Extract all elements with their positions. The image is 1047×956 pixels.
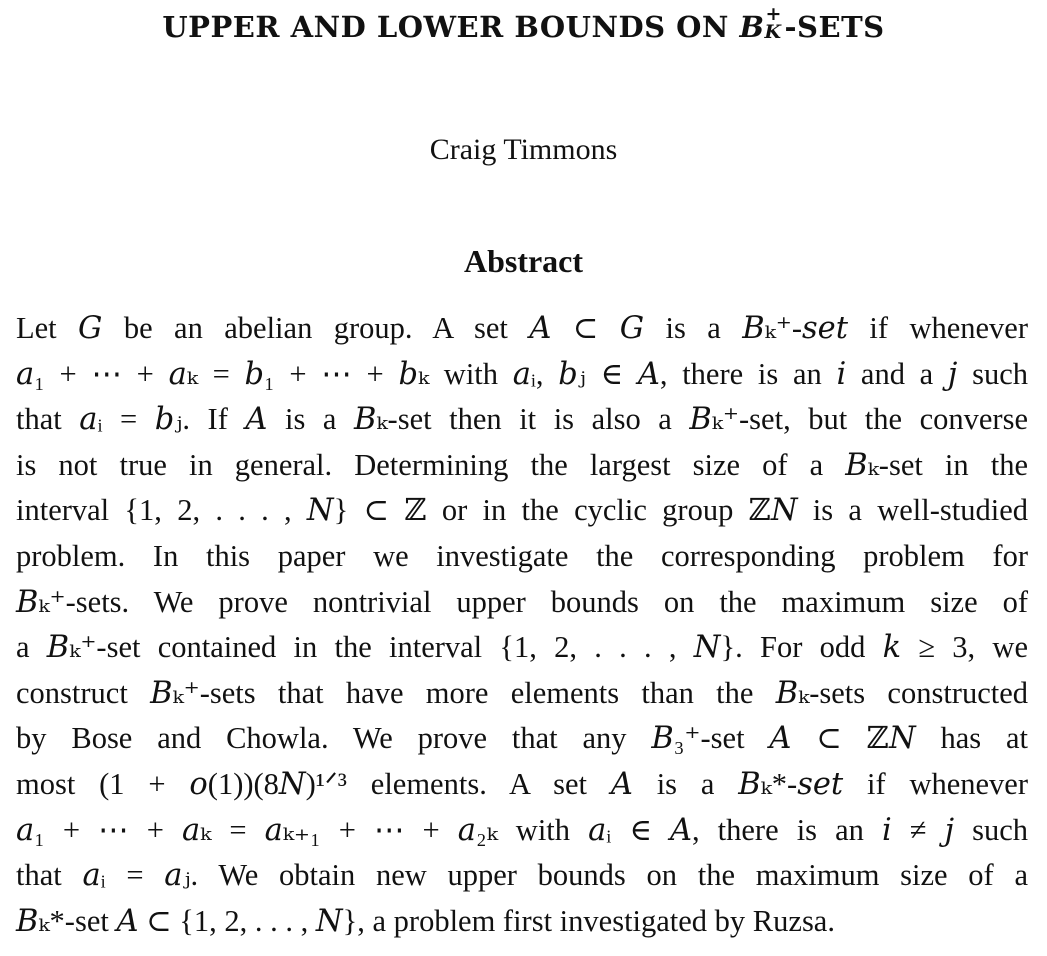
abstract-line: construct 𝐵ₖ⁺-sets that have more elements than the 𝐵ₖ-sets constructed	[16, 675, 1028, 710]
title-prefix: UPPER AND LOWER BOUNDS ON	[162, 10, 740, 44]
title-sup-sub	[764, 3, 785, 43]
abstract-line: 𝑎₁ + ⋯ + 𝑎ₖ = 𝑏₁ + ⋯ + 𝑏ₖ with 𝑎ᵢ, 𝑏ⱼ ∈ 𝐴, there is an 𝑖 and a 𝑗 such	[16, 356, 1028, 391]
abstract-line: 𝑎₁ + ⋯ + 𝑎ₖ = 𝑎ₖ₊₁ + ⋯ + 𝑎₂ₖ with 𝑎ᵢ ∈ 𝐴, there is an 𝑖 ≠ 𝑗 such	[16, 812, 1028, 847]
abstract-line: that 𝑎ᵢ = 𝑏ⱼ. If 𝐴 is a 𝐵ₖ-set then it is also a 𝐵ₖ⁺-set, but the converse	[16, 402, 1028, 437]
abstract-line: by Bose and Chowla. We prove that any 𝐵₃⁺-set 𝐴 ⊂ ℤ𝑁 has at	[16, 721, 1028, 756]
title-subscript: K	[764, 21, 782, 43]
abstract-line: Let 𝐺 be an abelian group. A set 𝐴 ⊂ 𝐺 is a 𝐵ₖ⁺-𝑠𝑒𝑡 if whenever	[16, 311, 1028, 345]
author-name: Craig Timmons	[429, 133, 618, 166]
abstract-line: that 𝑎ᵢ = 𝑎ⱼ. We obtain new upper bounds on the maximum size of a	[16, 858, 1028, 893]
abstract-body	[16, 306, 1028, 944]
abstract-line: most (1 + 𝑜(1))(8𝑁)¹ᐟ³ elements. A set 𝐴 is a 𝐵ₖ*-𝑠𝑒𝑡 if whenever	[16, 766, 1028, 801]
abstract-line: is not true in general. Determining the largest size of a 𝐵ₖ-set in the	[16, 447, 1028, 482]
abstract-line: a 𝐵ₖ⁺-set contained in the interval {1, 2, . . . , 𝑁}. For odd 𝑘 ≥ 3, we	[16, 630, 1028, 665]
title-symbol: B	[739, 10, 765, 44]
abstract-line: 𝐵ₖ*-set 𝐴 ⊂ {1, 2, . . . , 𝑁}, a problem first investigated by Ruzsa.	[16, 903, 835, 938]
abstract-line: 𝐵ₖ⁺-sets. We prove nontrivial upper bounds on the maximum size of	[16, 584, 1028, 619]
abstract-line: interval {1, 2, . . . , 𝑁} ⊂ ℤ or in the cyclic group ℤ𝑁 is a well-studied	[16, 493, 1028, 528]
title-suffix: -SETS	[784, 10, 885, 44]
abstract-line: problem. In this paper we investigate the corresponding problem for	[16, 538, 1028, 573]
paper-title	[0, 3, 1047, 44]
title-superscript: +	[765, 3, 782, 25]
abstract-heading: Abstract	[463, 243, 584, 279]
